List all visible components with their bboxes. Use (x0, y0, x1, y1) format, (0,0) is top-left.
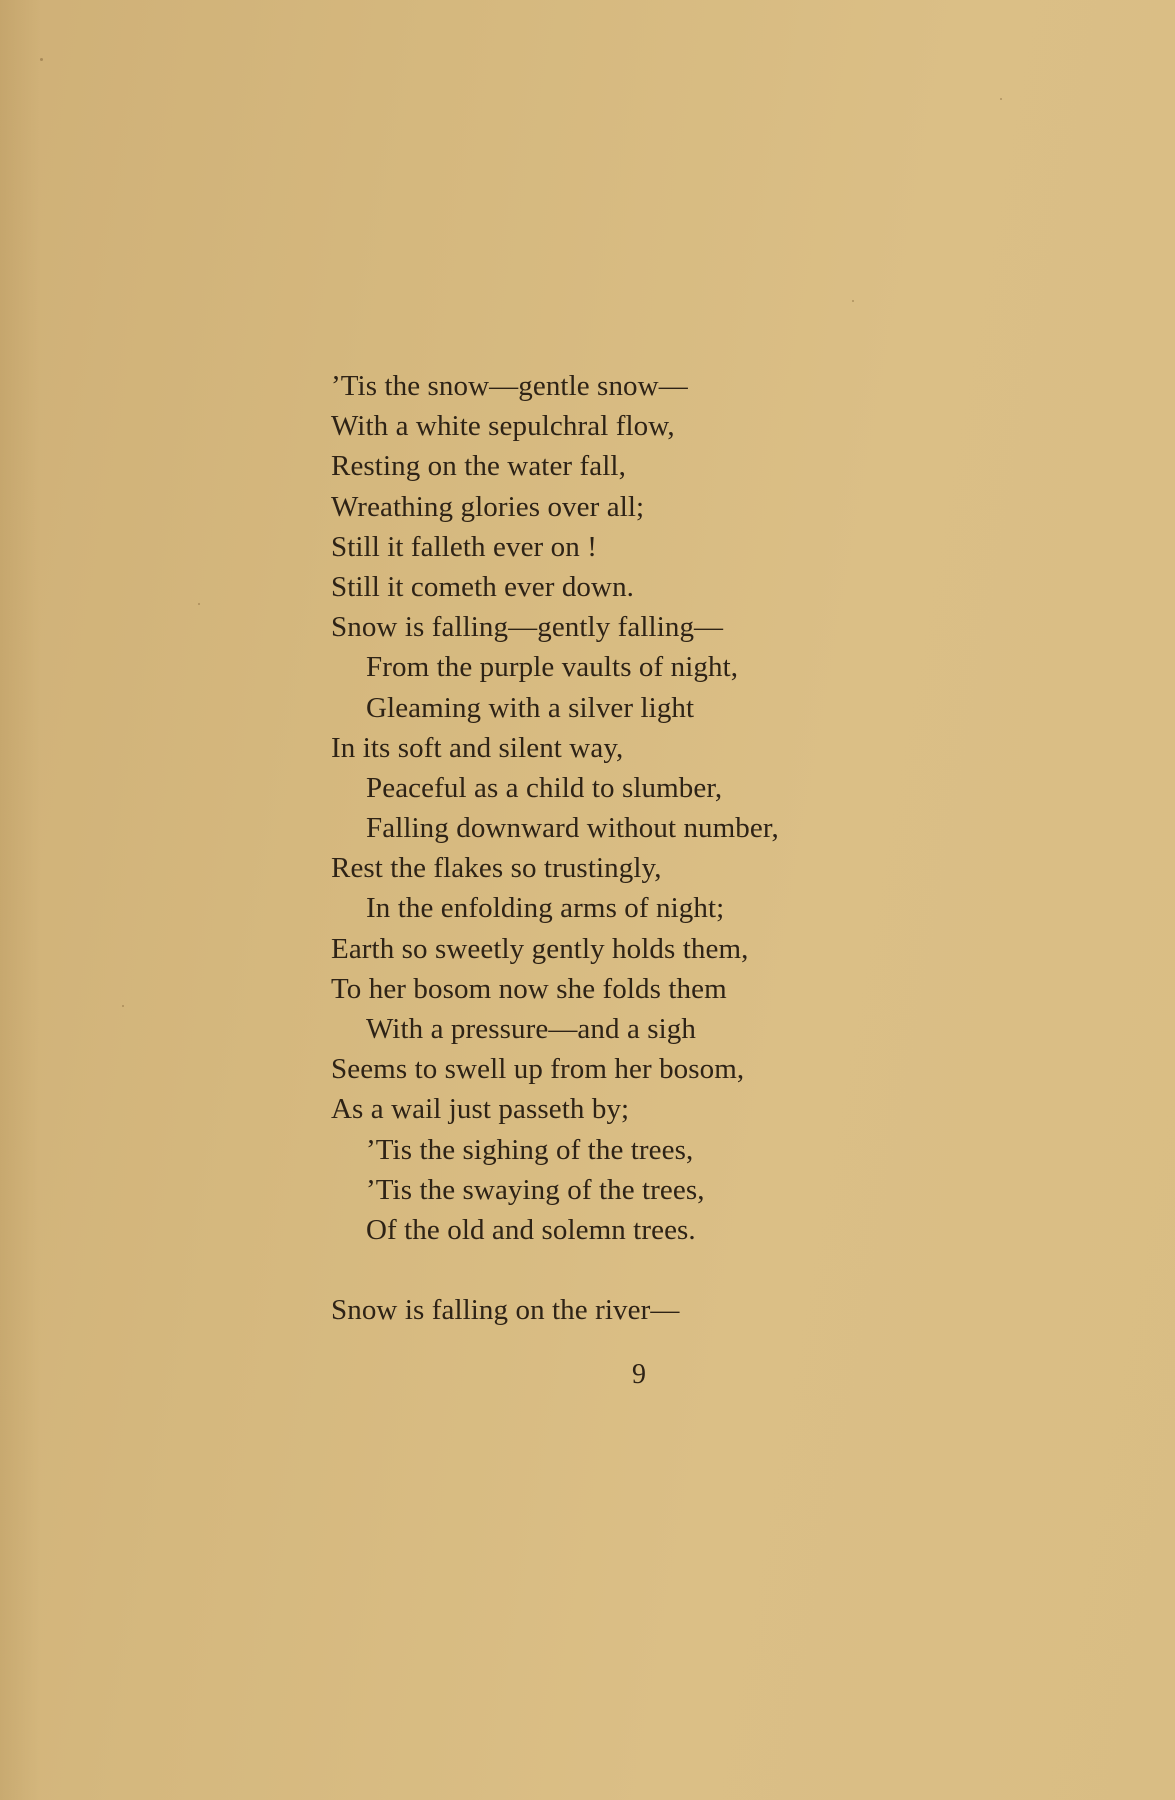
poem-line: Still it cometh ever down. (331, 570, 635, 603)
poem-line: With a white sepulchral flow, (331, 410, 675, 443)
poem-line: Snow is falling on the river— (331, 1294, 680, 1327)
poem-line: Still it falleth ever on ! (331, 530, 597, 563)
poem-line: Resting on the water fall, (331, 450, 626, 483)
paper-speck (852, 300, 854, 302)
poem-line-indented: In the enfolding arms of night; (366, 892, 725, 925)
poem-line: Snow is falling—gently falling— (331, 611, 724, 644)
poem-line: As a wail just passeth by; (331, 1093, 630, 1126)
poem-line-indented: Peaceful as a child to slumber, (366, 771, 723, 804)
poem-line-indented: Falling downward without number, (366, 812, 779, 845)
poem-line: In its soft and silent way, (331, 731, 624, 764)
poem-text (331, 366, 891, 1330)
poem-line: Wreathing glories over all; (331, 490, 645, 523)
poem-line: ’Tis the snow—gentle snow— (331, 370, 688, 402)
paper-speck (122, 1005, 124, 1007)
paper-speck (198, 603, 200, 605)
poem-line-indented: Gleaming with a silver light (366, 691, 695, 724)
poem-line-indented: From the purple vaults of night, (366, 651, 739, 684)
poem-line-indented: Of the old and solemn trees. (366, 1213, 696, 1246)
stanza (331, 366, 891, 1250)
page-number: 9 (632, 1359, 646, 1390)
poem-line-indented: ’Tis the sighing of the trees, (366, 1133, 694, 1166)
page-edge-shadow (0, 0, 40, 1800)
poem-line: Rest the flakes so trustingly, (331, 852, 662, 885)
poem-line-indented: With a pressure—and a sigh (366, 1013, 697, 1045)
poem-line: Earth so sweetly gently holds them, (331, 932, 749, 965)
poem-line-indented: ’Tis the swaying of the trees, (366, 1173, 705, 1206)
poem-line: To her bosom now she folds them (331, 972, 727, 1005)
paper-speck (40, 58, 43, 61)
poem-line: Seems to swell up from her bosom, (331, 1053, 745, 1086)
paper-speck (1000, 98, 1002, 100)
stanza-break (331, 1250, 891, 1290)
stanza (331, 1290, 891, 1330)
